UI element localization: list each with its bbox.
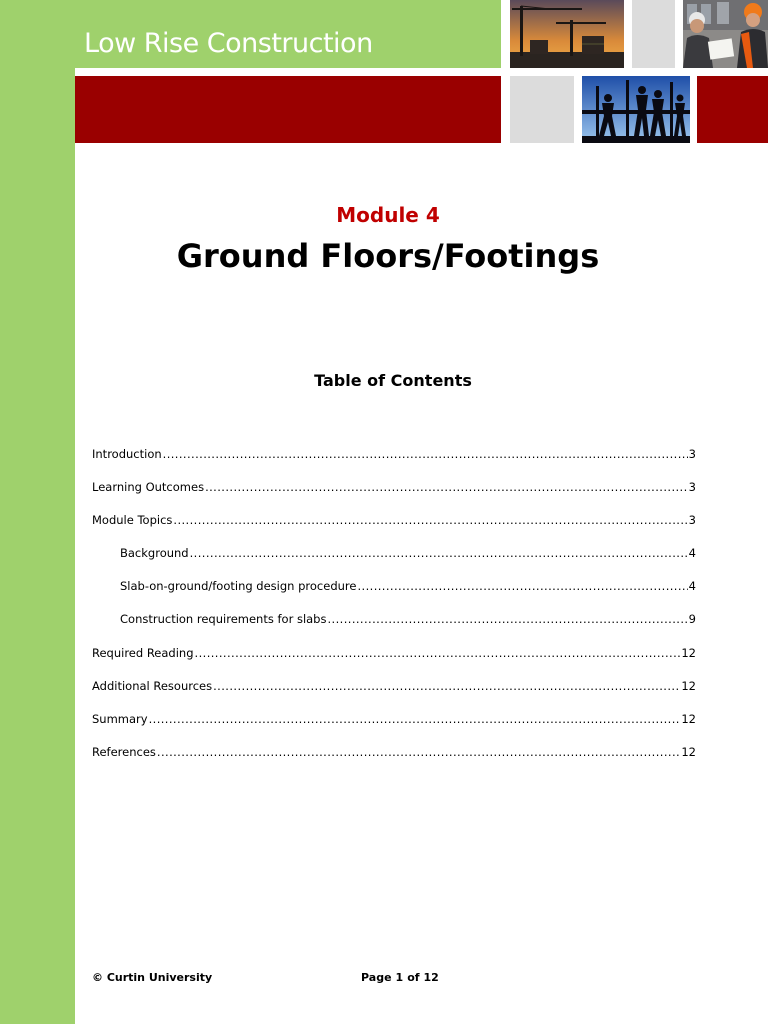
toc-entry-label: Introduction (92, 447, 162, 461)
footer-page-number (361, 970, 439, 986)
toc-dot-leader (173, 509, 687, 531)
table-of-contents (92, 443, 696, 774)
document-title: Ground Floors/Footings (176, 237, 600, 275)
toc-dot-leader (357, 575, 687, 597)
toc-page-number: 12 (681, 744, 696, 759)
toc-page-number: 12 (681, 645, 696, 660)
toc-page-number: 3 (688, 513, 696, 528)
toc-entry-additional-resources[interactable] (92, 675, 696, 708)
footer-copyright: © Curtin University (92, 971, 213, 984)
toc-entry-references[interactable] (92, 741, 696, 774)
toc-entry-label: Construction requirements for slabs (120, 612, 327, 627)
header-red-band (75, 76, 501, 143)
toc-entry-label: Background (120, 546, 189, 561)
toc-page-number: 12 (681, 678, 696, 693)
module-label: Module 4 (336, 203, 440, 227)
toc-entry-label: Required Reading (92, 645, 194, 660)
page-prefix: Page (361, 971, 392, 984)
toc-heading: Table of Contents (314, 371, 472, 390)
toc-dot-leader (327, 608, 687, 630)
toc-entry-label: Module Topics (92, 513, 173, 528)
side-bar (0, 0, 75, 1024)
toc-entry-label: Learning Outcomes (92, 480, 205, 495)
toc-entry-background[interactable] (92, 542, 696, 575)
header-red-block (697, 76, 768, 143)
toc-entry-module-topics[interactable] (92, 509, 696, 542)
grey-tile (510, 76, 574, 143)
toc-page-number: 4 (688, 546, 696, 561)
toc-page-number: 4 (688, 579, 696, 594)
toc-entry-introduction[interactable] (92, 443, 696, 476)
toc-page-number: 12 (681, 711, 696, 726)
workers-hardhats-photo (683, 0, 768, 68)
toc-entry-required-reading[interactable] (92, 642, 696, 675)
page-current: 1 (395, 971, 404, 984)
page-separator: of (407, 971, 420, 984)
toc-entry-label: Additional Resources (92, 678, 213, 693)
toc-entry-label: References (92, 744, 156, 759)
grey-tile (632, 0, 675, 68)
toc-dot-leader (157, 741, 680, 763)
toc-dot-leader (213, 675, 680, 697)
toc-page-number: 9 (688, 612, 696, 627)
toc-entry-label: Slab-on-ground/footing design procedure (120, 579, 357, 594)
toc-dot-leader (149, 708, 681, 730)
toc-entry-design-procedure[interactable] (92, 575, 696, 608)
toc-dot-leader (163, 443, 688, 465)
toc-dot-leader (205, 476, 688, 498)
silhouette-workers-photo (582, 76, 690, 143)
toc-entry-learning-outcomes[interactable] (92, 476, 696, 509)
toc-page-number: 3 (688, 447, 696, 461)
construction-crane-photo (510, 0, 624, 68)
toc-entry-summary[interactable] (92, 708, 696, 741)
toc-entry-construction-requirements[interactable] (92, 608, 696, 641)
toc-dot-leader (190, 542, 688, 564)
toc-entry-label: Summary (92, 711, 148, 726)
toc-page-number: 3 (688, 480, 696, 495)
toc-dot-leader (195, 642, 681, 664)
banner-title: Low Rise Construction (84, 28, 373, 59)
page-total: 12 (423, 971, 439, 984)
